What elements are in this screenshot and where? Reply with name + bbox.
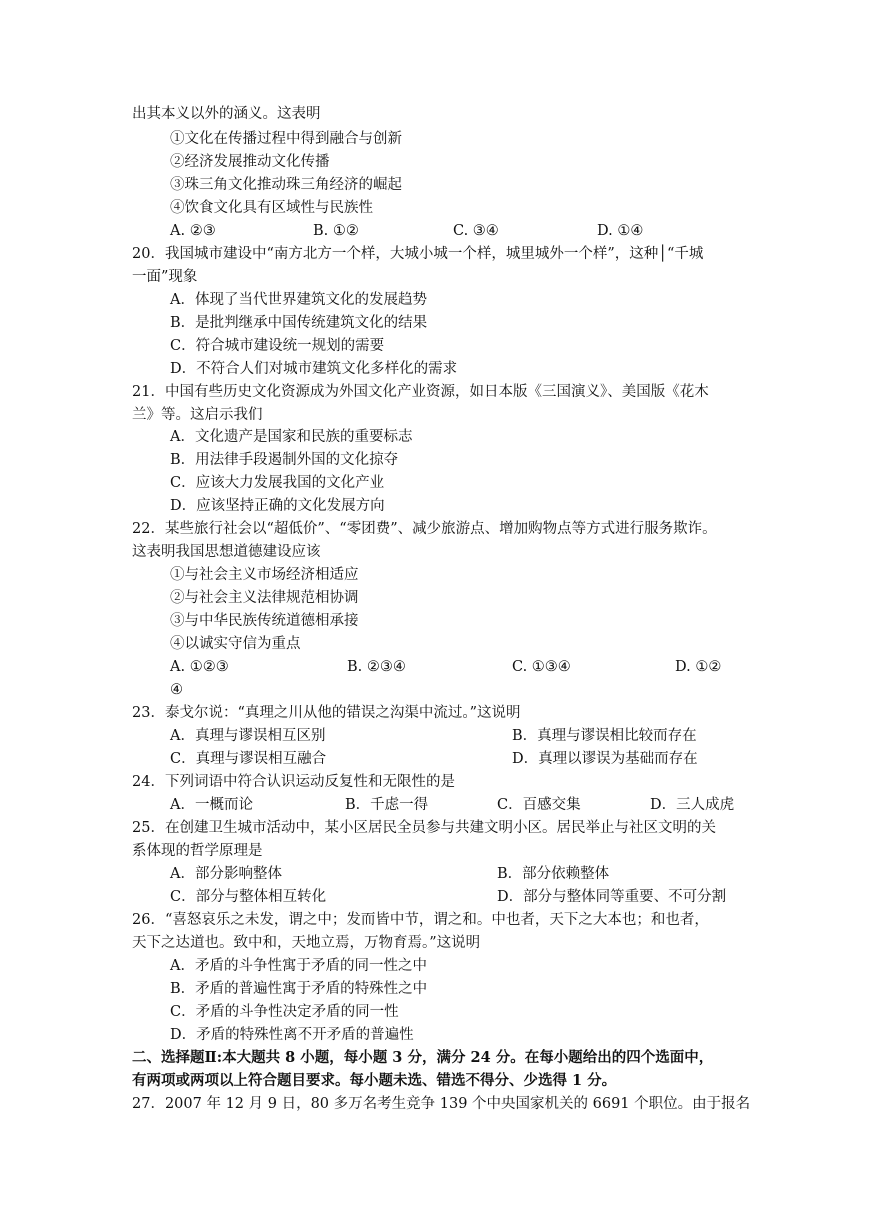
q19-item-2: ②经济发展推动文化传播: [170, 154, 330, 170]
q22-option-c: C. ①③④: [512, 659, 571, 675]
q21-option-b: B．用法律手段遏制外国的文化掠夺: [170, 452, 399, 468]
q20-stem-line2: 一面”现象: [132, 269, 198, 285]
q24-option-b: B．千虑一得: [345, 797, 429, 813]
section2-heading-line1: 二、选择题Ⅱ:本大题共 8 小题，每小题 3 分，满分 24 分。在每小题给出的四个选面中，: [132, 1049, 714, 1066]
q27-stem-line1: 27．2007 年 12 月 9 日，80 多万名考生竞争 139 个中央国家机关的 6691 个职位。由于报名: [132, 1096, 751, 1112]
q21-stem-line2: 兰》等。这启示我们: [132, 407, 263, 423]
q26-stem-line1: 26．“喜怒哀乐之未发，谓之中；发而皆中节，谓之和。中也者，天下之大本也；和也者，: [132, 912, 709, 928]
q24-stem: 24．下列词语中符合认识运动反复性和无限性的是: [132, 774, 455, 790]
q19-item-3: ③珠三角文化推动珠三角经济的崛起: [170, 177, 402, 193]
q23-stem: 23．泰戈尔说：“真理之川从他的错误之沟渠中流过。”这说明: [132, 705, 521, 721]
q21-option-a: A．文化遗产是国家和民族的重要标志: [170, 429, 413, 445]
q20-option-c: C．符合城市建设统一规划的需要: [170, 338, 385, 354]
q22-item-2: ②与社会主义法律规范相协调: [170, 590, 359, 606]
q25-option-d: D．部分与整体同等重要、不可分割: [497, 889, 727, 905]
q21-option-c: C．应该大力发展我国的文化产业: [170, 475, 385, 491]
q22-option-d: D. ①②: [675, 659, 722, 675]
q24-option-a: A．一概而论: [170, 797, 253, 813]
q22-option-a: A. ①②③: [170, 659, 229, 675]
q22-item-1: ①与社会主义市场经济相适应: [170, 567, 359, 583]
q19-option-c: C. ③④: [453, 223, 499, 239]
q19-option-b: B. ①②: [313, 223, 359, 239]
q26-option-d: D．矛盾的特殊性离不开矛盾的普遍性: [170, 1027, 414, 1043]
q24-option-d: D．三人成虎: [650, 797, 735, 813]
q21-option-d: D．应该坚持正确的文化发展方向: [170, 498, 385, 514]
q22-item-4: ④以诚实守信为重点: [170, 636, 301, 652]
q23-option-c: C．真理与谬误相互融合: [170, 751, 327, 767]
q19-option-a: A. ②③: [170, 223, 216, 239]
q22-option-d-wrap: ④: [170, 682, 183, 698]
q25-stem-line1: 25．在创建卫生城市活动中，某小区居民全员参与共建文明小区。居民举止与社区文明的关: [132, 820, 716, 836]
q25-option-a: A．部分影响整体: [170, 866, 282, 882]
q22-item-3: ③与中华民族传统道德相承接: [170, 613, 359, 629]
section2-heading-line2: 有两项或两项以上符合题目要求。每小题未选、错选不得分、少选得 1 分。: [132, 1072, 617, 1089]
q24-option-c: C．百感交集: [497, 797, 581, 813]
q21-stem-line1: 21．中国有些历史文化资源成为外国文化产业资源，如日本版《三国演义》、美国版《花木: [132, 384, 709, 400]
q19-item-1: ①文化在传播过程中得到融合与创新: [170, 131, 402, 147]
q22-stem-line2: 这表明我国思想道德建设应该: [132, 544, 321, 560]
q20-option-b: B．是批判继承中国传统建筑文化的结果: [170, 315, 428, 331]
q23-option-a: A．真理与谬误相互区别: [170, 728, 326, 744]
q23-option-b: B．真理与谬误相比较而存在: [512, 728, 697, 744]
q26-option-a: A．矛盾的斗争性寓于矛盾的同一性之中: [170, 958, 427, 974]
q26-option-c: C．矛盾的斗争性决定矛盾的同一性: [170, 1004, 399, 1020]
q25-stem-line2: 系体现的哲学原理是: [132, 843, 263, 859]
q19-stem-tail: 出其本义以外的涵义。这表明: [132, 106, 321, 122]
q20-option-d: D．不符合人们对城市建筑文化多样化的需求: [170, 361, 458, 377]
q20-stem-line1: 20．我国城市建设中“南方北方一个样，大城小城一个样，城里城外一个样”，这种│“千城: [132, 246, 704, 262]
q19-item-4: ④饮食文化具有区域性与民族性: [170, 200, 373, 216]
q26-stem-line2: 天下之达道也。致中和，天地立焉，万物育焉。”这说明: [132, 935, 481, 951]
q20-option-a: A．体现了当代世界建筑文化的发展趋势: [170, 292, 427, 308]
q19-option-d: D. ①④: [597, 223, 644, 239]
q22-stem-line1: 22．某些旅行社会以“超低价”、“零团费”、减少旅游点、增加购物点等方式进行服务欺诈。: [132, 521, 717, 537]
q25-option-c: C．部分与整体相互转化: [170, 889, 327, 905]
q26-option-b: B．矛盾的普遍性寓于矛盾的特殊性之中: [170, 981, 428, 997]
q25-option-b: B．部分依赖整体: [497, 866, 610, 882]
q22-option-b: B. ②③④: [347, 659, 406, 675]
q23-option-d: D．真理以谬误为基础而存在: [512, 751, 698, 767]
